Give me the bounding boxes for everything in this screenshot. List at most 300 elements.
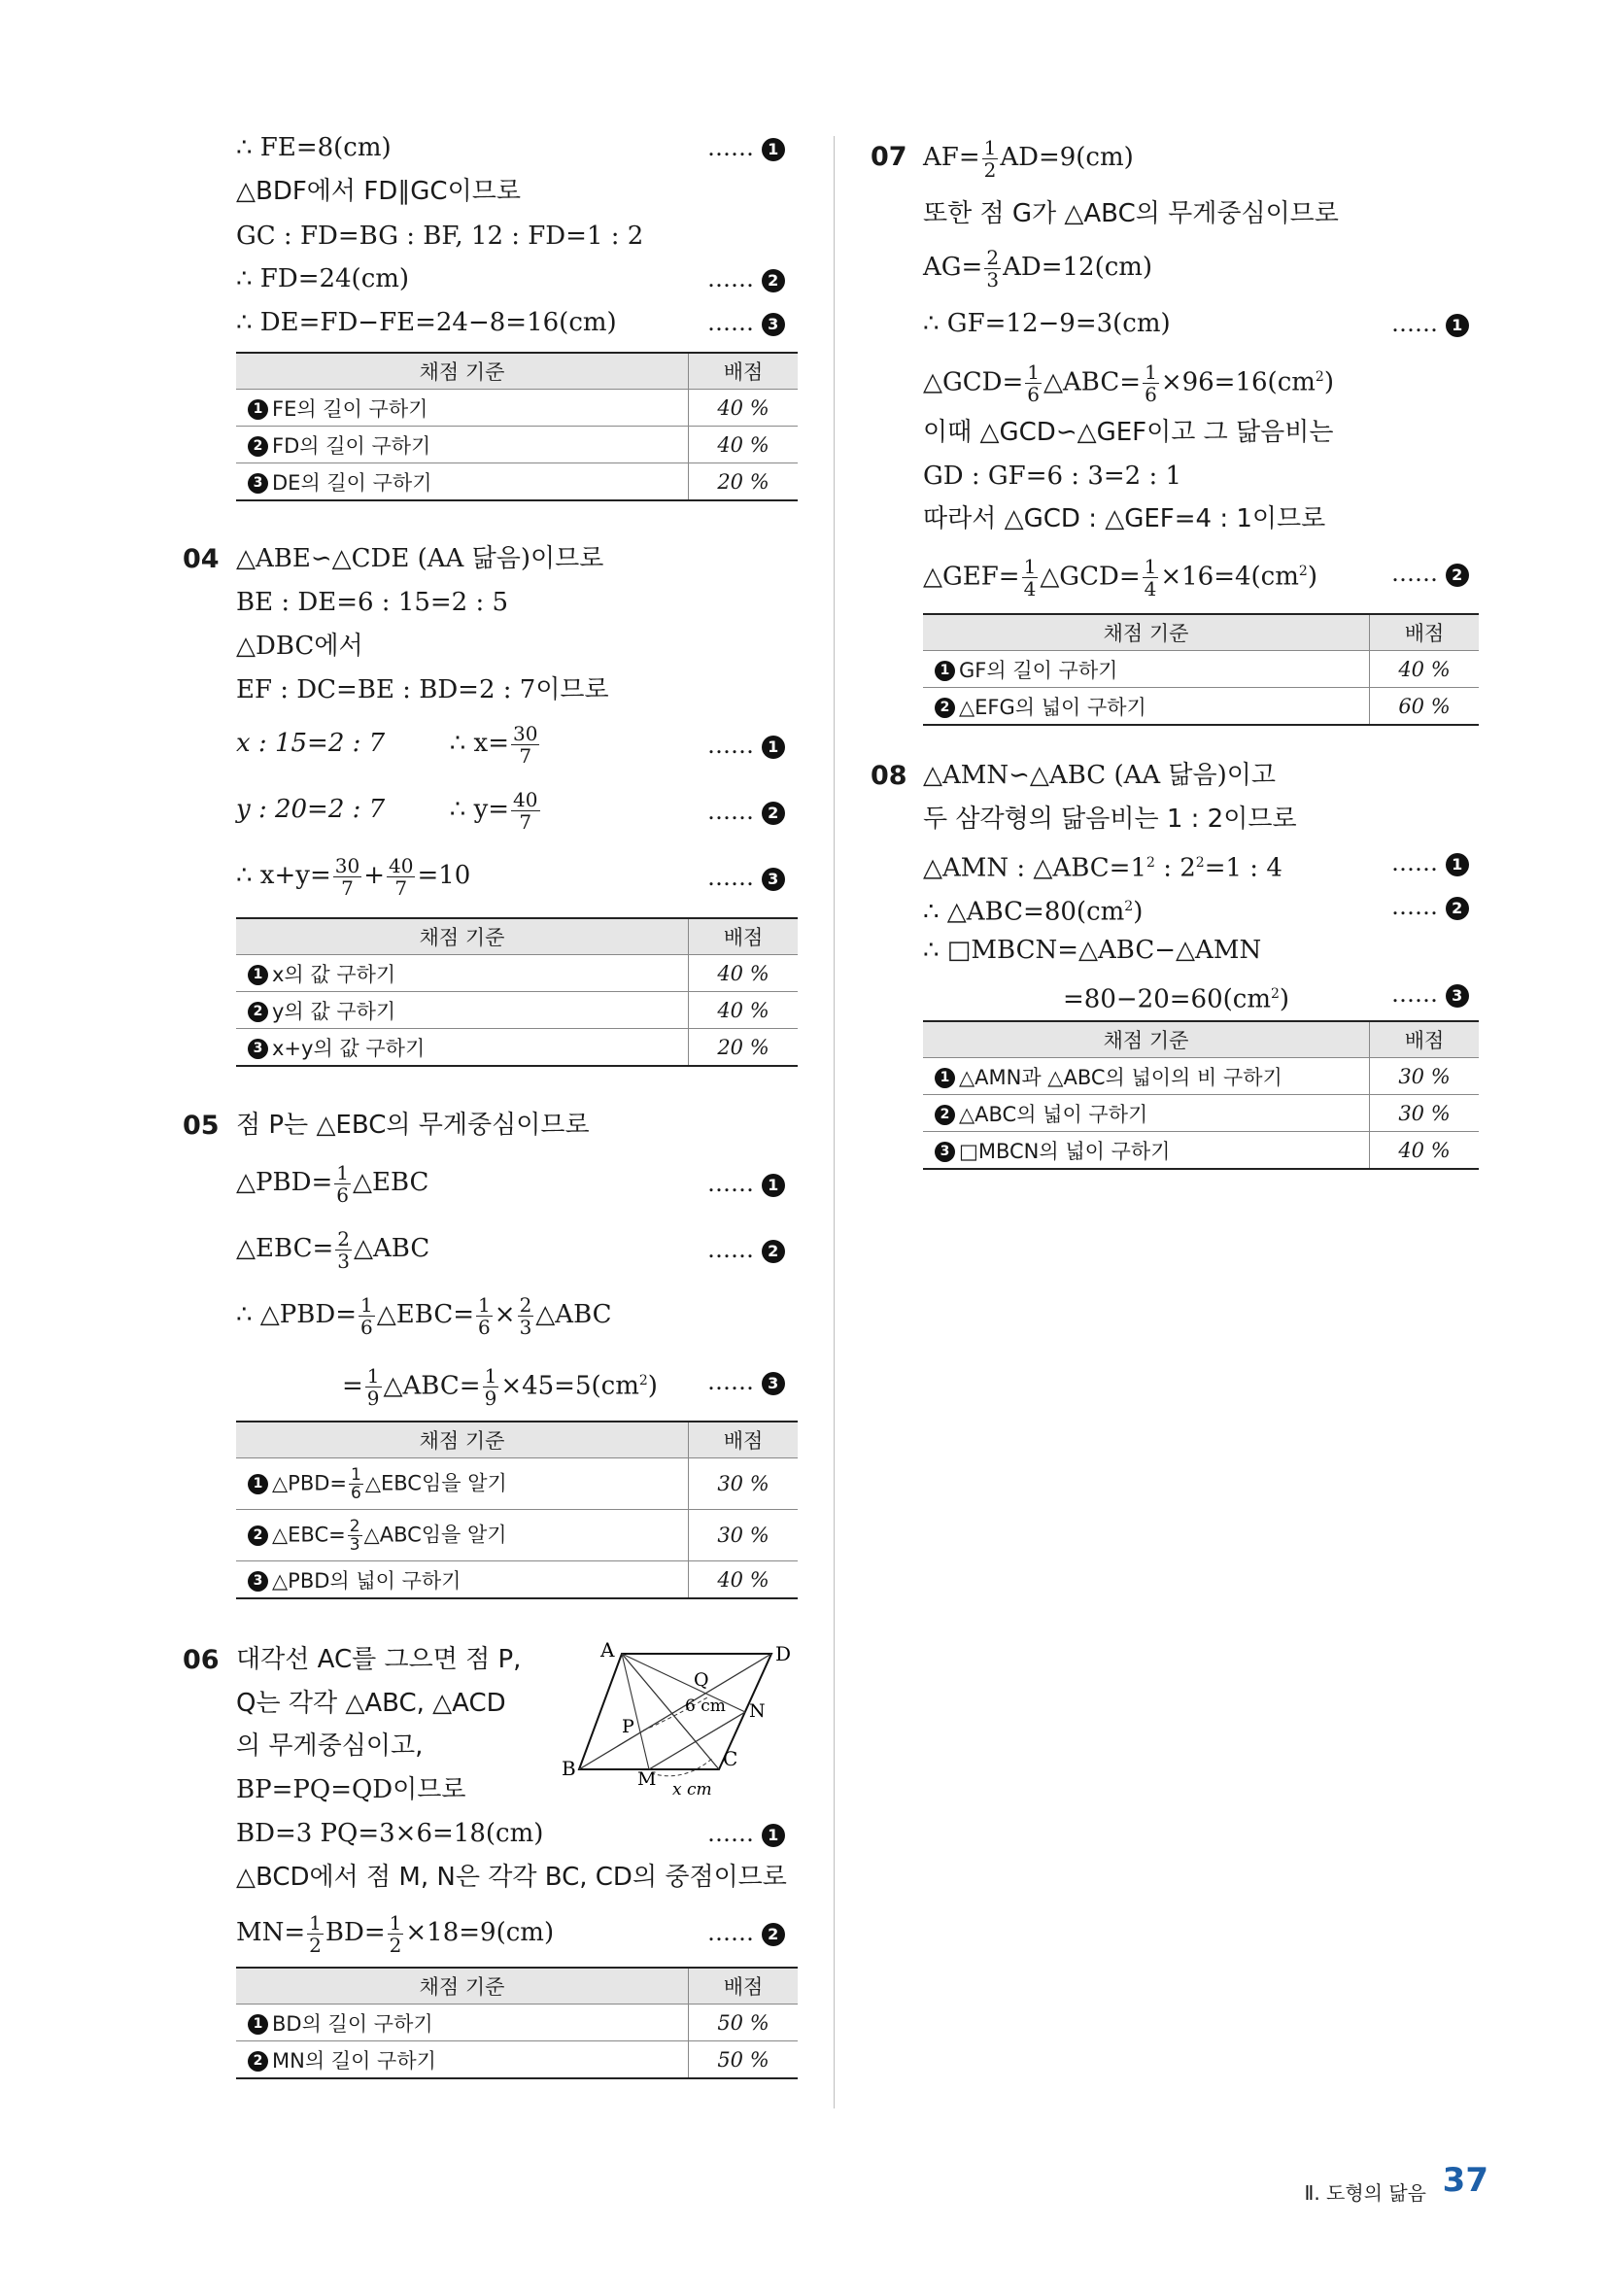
row-label: FD의 길이 구하기: [272, 433, 431, 458]
p07-score-table: [923, 613, 1479, 726]
table-row: [923, 1058, 1479, 1095]
eq-part: △ABC: [353, 1234, 430, 1263]
table-row: [236, 1561, 798, 1599]
marker-2: [707, 1918, 785, 1947]
row-marker: 1: [248, 2014, 268, 2035]
p06-line7: [236, 1906, 554, 1959]
denominator: 3: [986, 267, 1000, 291]
table-row: [236, 463, 798, 501]
table-header-points: 배점: [689, 918, 799, 955]
row-marker: 2: [935, 698, 955, 718]
p07-line4: ∴ GF=12−9=3(cm): [923, 309, 1171, 338]
row-label: DE의 길이 구하기: [272, 470, 432, 495]
table-row: [236, 1029, 798, 1067]
numerator: 1: [484, 1364, 497, 1388]
table-header-criteria: 채점 기준: [236, 918, 689, 955]
p03-line3: GC : FD=BG : BF, 12 : FD=1 : 2: [236, 222, 644, 251]
denominator: 2: [389, 1933, 402, 1957]
p07-line5: [923, 353, 1334, 407]
p06-line5: BD=3 PQ=3×6=18(cm): [236, 1819, 544, 1848]
eq-left: ∴ x+y=: [236, 861, 331, 890]
p07-line1: [923, 133, 1134, 182]
p08-line5: ∴ □MBCN=△ABC−△AMN: [923, 936, 1262, 965]
row-marker: 1: [248, 1474, 268, 1494]
row-pct: 50 %: [689, 2005, 799, 2041]
parallelogram-figure: [558, 1637, 801, 1802]
eq-part: AF=: [923, 143, 980, 172]
superscript: 2: [1195, 855, 1205, 871]
numerator: 1: [336, 1160, 349, 1184]
label-a: A: [600, 1638, 615, 1662]
fraction: [334, 1162, 351, 1206]
p04-line1: △ABE∽△CDE (AA 닮음)이므로: [236, 544, 604, 573]
table-row: [923, 651, 1479, 688]
fraction: [476, 1294, 493, 1338]
row-label: △EBC=: [272, 1523, 346, 1546]
row-pct: 30 %: [689, 1510, 799, 1561]
p04-line2: BE : DE=6 : 15=2 : 5: [236, 588, 509, 617]
superscript: 2: [638, 1373, 648, 1388]
p07-line2: 또한 점 G가 △ABC의 무게중심이므로: [923, 199, 1339, 228]
numerator: 2: [986, 245, 1000, 269]
eq-part: △GEF=: [923, 562, 1020, 592]
label-p: P: [622, 1716, 634, 1737]
fraction: [483, 1365, 499, 1409]
p05-score-table: [236, 1421, 798, 1599]
denominator: 7: [341, 875, 354, 900]
p06-line1: 대각선 AC를 그으면 점 P,: [236, 1645, 522, 1674]
table-header-points: 배점: [689, 1422, 799, 1458]
marker-circle-2: 2: [762, 1923, 785, 1946]
label-m: M: [637, 1768, 657, 1790]
marker-1: [1391, 309, 1469, 338]
row-pct: 60 %: [1370, 688, 1480, 726]
p05-line5: [342, 1356, 658, 1411]
table-row: [236, 1510, 798, 1561]
p06-line3: 의 무게중심이고,: [236, 1731, 424, 1761]
row-marker: 1: [935, 661, 955, 681]
p05-line4: [236, 1290, 612, 1339]
row-pct: 40 %: [689, 955, 799, 992]
fraction: [1143, 556, 1159, 600]
fraction: [307, 1912, 324, 1956]
p05-line2: [236, 1158, 428, 1207]
plus: +: [363, 861, 385, 890]
table-row: [923, 1132, 1479, 1170]
table-row: [923, 1095, 1479, 1132]
label-q: Q: [694, 1669, 709, 1691]
table-header-criteria: 채점 기준: [236, 1422, 689, 1458]
numerator: 30: [334, 853, 360, 877]
row-pct: 40 %: [689, 390, 799, 427]
numerator: 1: [1023, 555, 1037, 579]
line-am: [622, 1654, 649, 1769]
table-row: [923, 688, 1479, 726]
eq-part: ×45=5(cm: [500, 1371, 639, 1401]
label-b: B: [562, 1757, 576, 1780]
p08-line4: [923, 892, 1143, 927]
table-row: [236, 1458, 798, 1510]
marker-circle-1: 1: [762, 138, 785, 161]
dots: ……: [707, 1820, 754, 1847]
marker-circle-2: 2: [762, 802, 785, 825]
row-label: GF의 길이 구하기: [959, 658, 1118, 682]
p07-line9: [923, 547, 1317, 601]
p07-line8: 따라서 △GCD : △GEF=4 : 1이므로: [923, 504, 1326, 533]
footer-section-title: Ⅱ. 도형의 닮음: [1304, 2181, 1426, 2205]
fraction: [511, 789, 539, 833]
dots: ……: [707, 864, 754, 891]
dots: ……: [1391, 310, 1438, 337]
marker-circle-2: 2: [762, 1240, 785, 1263]
numerator: 40: [513, 787, 538, 811]
row-label: △EBC임을 알기: [364, 1471, 507, 1494]
dots: ……: [707, 798, 754, 825]
p03-score-table: [236, 352, 798, 501]
p03-line2: △BDF에서 FD∥GC이므로: [236, 177, 521, 206]
row-label: FE의 길이 구하기: [272, 396, 428, 421]
marker-circle-1: 1: [762, 736, 785, 759]
superscript: 2: [1146, 855, 1155, 871]
marker-circle-1: 1: [1446, 314, 1469, 337]
denominator: 9: [484, 1387, 497, 1411]
marker-1: [1391, 848, 1469, 877]
eq-part: △GCD=: [1040, 562, 1141, 592]
marker-3: [707, 1367, 785, 1396]
row-pct: 40 %: [689, 427, 799, 463]
label-x-length: x cm: [672, 1780, 712, 1799]
fraction: [387, 855, 415, 899]
row-pct: 30 %: [689, 1458, 799, 1510]
eq-therefore: ∴ x=: [449, 729, 509, 758]
label-d: D: [775, 1642, 792, 1665]
eq-part: ): [1279, 984, 1290, 1014]
eq-part: △EBC: [352, 1168, 429, 1197]
p08-line3: [923, 848, 1282, 883]
p04-score-table: [236, 917, 798, 1067]
dots: ……: [707, 732, 754, 759]
numerator: 1: [389, 1910, 402, 1935]
eq-part: : 2: [1154, 853, 1196, 883]
p04-line5: [236, 719, 541, 768]
row-label: △ABC임을 알기: [363, 1523, 507, 1546]
numerator: 1: [360, 1292, 373, 1317]
superscript: 2: [1315, 369, 1324, 385]
eq-part: △ABC=: [383, 1371, 481, 1401]
marker-2: [707, 264, 785, 293]
marker-1: [707, 1819, 785, 1848]
marker-1: [707, 133, 785, 162]
denominator: 6: [351, 1483, 361, 1503]
fraction: [982, 137, 999, 181]
label-c: C: [723, 1747, 738, 1770]
numerator: 1: [309, 1910, 322, 1935]
row-label: △AMN과 △ABC의 넓이의 비 구하기: [959, 1065, 1282, 1089]
dots: ……: [1391, 893, 1438, 920]
row-pct: 40 %: [689, 1561, 799, 1599]
row-pct: 20 %: [689, 463, 799, 501]
denominator: 7: [519, 809, 532, 834]
p04-line4: EF : DC=BE : BD=2 : 7이므로: [236, 675, 609, 704]
superscript: 2: [1124, 899, 1134, 914]
marker-2: [1391, 559, 1469, 588]
dots: ……: [707, 265, 754, 292]
row-marker: 1: [248, 399, 268, 420]
p08-line6: [1063, 979, 1289, 1014]
numerator: 1: [983, 135, 997, 159]
row-marker: 3: [248, 473, 268, 494]
numerator: 1: [1144, 555, 1157, 579]
table-row: [236, 955, 798, 992]
denominator: 2: [983, 157, 997, 182]
denominator: 6: [1145, 383, 1157, 407]
fraction: [1022, 556, 1039, 600]
fraction: [335, 1228, 352, 1272]
denominator: 4: [1144, 577, 1157, 601]
eq-part: ): [1133, 897, 1144, 927]
table-header-criteria: 채점 기준: [923, 614, 1370, 651]
dots: ……: [707, 1368, 754, 1395]
denominator: 9: [366, 1387, 380, 1411]
table-row: [236, 390, 798, 427]
dots: ……: [1391, 560, 1438, 587]
numerator: 1: [1145, 360, 1157, 385]
superscript: 2: [1270, 986, 1280, 1002]
p06-line2: Q는 각각 △ABC, △ACD: [236, 1689, 506, 1718]
problem-number-06: 06: [183, 1645, 220, 1675]
table-header-criteria: 채점 기준: [923, 1021, 1370, 1058]
dots: ……: [707, 309, 754, 336]
eq-part: ×18=9(cm): [405, 1918, 555, 1947]
marker-circle-2: 2: [1446, 897, 1469, 920]
numerator: 2: [349, 1516, 360, 1536]
fraction: [1143, 361, 1159, 405]
row-marker: 1: [935, 1068, 955, 1088]
row-marker: 3: [248, 1571, 268, 1592]
denominator: 3: [349, 1534, 360, 1555]
problem-number-05: 05: [183, 1111, 220, 1141]
p08-score-table: [923, 1020, 1479, 1170]
p07-line6: 이때 △GCD∽△GEF이고 그 닮음비는: [923, 418, 1334, 447]
eq-part: ×96=16(cm: [1160, 367, 1316, 397]
row-marker: 2: [248, 436, 268, 457]
eq-part: =1 : 4: [1204, 853, 1282, 883]
marker-circle-1: 1: [762, 1174, 785, 1197]
eq-result: =10: [417, 861, 471, 890]
fraction: [359, 1294, 375, 1338]
p04-line3: △DBC에서: [236, 632, 363, 661]
row-label: △ABC의 넓이 구하기: [959, 1102, 1148, 1126]
dots: ……: [1391, 980, 1438, 1008]
table-header-points: 배점: [689, 353, 799, 390]
row-marker: 2: [248, 1002, 268, 1022]
problem-number-08: 08: [871, 761, 907, 791]
table-row: [236, 992, 798, 1029]
marker-3: [1391, 979, 1469, 1009]
table-row: [236, 427, 798, 463]
table-row: [236, 2005, 798, 2041]
numerator: 1: [351, 1464, 361, 1485]
row-pct: 40 %: [1370, 1132, 1480, 1170]
eq-part: ): [1323, 367, 1334, 397]
numerator: 2: [337, 1226, 350, 1251]
eq-part: △EBC=: [376, 1300, 475, 1329]
denominator: 4: [1023, 577, 1037, 601]
denominator: 6: [1027, 383, 1041, 407]
denominator: 3: [519, 1315, 532, 1339]
row-label: △PBD=: [272, 1471, 347, 1494]
numerator: 1: [366, 1364, 380, 1388]
problem-number-07: 07: [871, 142, 907, 172]
row-label: BD의 길이 구하기: [272, 2011, 433, 2036]
dots: ……: [707, 1170, 754, 1197]
p06-line6: △BCD에서 점 M, N은 각각 BC, CD의 중점이므로: [236, 1863, 787, 1892]
fraction: [349, 1466, 363, 1502]
row-marker: 2: [248, 1525, 268, 1546]
eq-part: △AMN : △ABC=1: [923, 853, 1147, 883]
row-label: △PBD의 넓이 구하기: [272, 1568, 462, 1593]
p07-line3: [923, 243, 1152, 291]
eq-part: ×: [494, 1300, 516, 1329]
eq-part: ∴ △PBD=: [236, 1300, 358, 1329]
eq-part: ): [1307, 562, 1317, 592]
fraction: [333, 855, 361, 899]
problem-number-04: 04: [183, 544, 220, 574]
marker-circle-2: 2: [1446, 564, 1469, 587]
fraction: [388, 1912, 404, 1956]
marker-2: [707, 1235, 785, 1264]
fraction: [511, 723, 539, 767]
p03-line5: ∴ DE=FD−FE=24−8=16(cm): [236, 308, 617, 337]
row-marker: 3: [935, 1142, 955, 1162]
denominator: 7: [394, 875, 408, 900]
numerator: 40: [388, 853, 414, 877]
p04-line7: [236, 851, 470, 900]
dots: ……: [707, 1919, 754, 1946]
row-label: □MBCN의 넓이 구하기: [959, 1139, 1171, 1163]
marker-2: [707, 797, 785, 826]
line-an: [622, 1654, 745, 1712]
eq-part: AG=: [923, 253, 983, 282]
denominator: 6: [336, 1182, 349, 1207]
marker-circle-3: 3: [762, 1372, 785, 1395]
fraction: [365, 1365, 382, 1409]
row-pct: 40 %: [1370, 651, 1480, 688]
p08-line2: 두 삼각형의 닮음비는 1 : 2이므로: [923, 805, 1297, 834]
eq-left: x : 15=2 : 7: [236, 729, 386, 758]
numerator: 30: [513, 721, 538, 745]
p04-line6: [236, 785, 542, 834]
numerator: 1: [1027, 360, 1041, 385]
marker-1: [707, 1169, 785, 1198]
row-pct: 30 %: [1370, 1095, 1480, 1132]
marker-circle-2: 2: [762, 269, 785, 292]
table-header-criteria: 채점 기준: [236, 353, 689, 390]
p05-line3: [236, 1224, 429, 1273]
eq-part: △PBD=: [236, 1168, 333, 1197]
numerator: 2: [519, 1292, 532, 1317]
eq-part: ×16=4(cm: [1160, 562, 1299, 592]
marker-3: [707, 863, 785, 892]
eq-therefore: ∴ y=: [449, 795, 510, 824]
eq-part: ∴ △ABC=80(cm: [923, 897, 1125, 927]
superscript: 2: [1298, 564, 1308, 579]
row-label: y의 값 구하기: [272, 999, 396, 1023]
denominator: 6: [478, 1315, 491, 1339]
denominator: 3: [337, 1249, 350, 1273]
page-number: 37: [1442, 2161, 1488, 2200]
eq-part: △ABC: [535, 1300, 612, 1329]
marker-2: [1391, 892, 1469, 921]
denominator: 6: [360, 1315, 373, 1339]
fraction: [518, 1294, 534, 1338]
table-header-points: 배점: [1370, 614, 1480, 651]
marker-3: [707, 308, 785, 337]
table-header-criteria: 채점 기준: [236, 1968, 689, 2005]
eq-part: △GCD=: [923, 367, 1024, 397]
eq-left: y : 20=2 : 7: [236, 795, 386, 824]
table-row: [236, 2041, 798, 2079]
row-marker: 2: [248, 2051, 268, 2072]
denominator: 7: [519, 743, 532, 768]
eq-part: △EBC=: [236, 1234, 334, 1263]
fraction: [348, 1518, 362, 1554]
marker-circle-1: 1: [1446, 853, 1469, 876]
row-label: x+y의 값 구하기: [272, 1036, 426, 1060]
marker-circle-1: 1: [762, 1824, 785, 1847]
fraction: [1025, 361, 1042, 405]
marker-1: [707, 731, 785, 760]
p08-line1: △AMN∽△ABC (AA 닮음)이고: [923, 761, 1277, 790]
denominator: 2: [309, 1933, 322, 1957]
dots: ……: [707, 134, 754, 161]
eq-part: ): [647, 1371, 658, 1401]
row-pct: 20 %: [689, 1029, 799, 1067]
marker-circle-3: 3: [762, 313, 785, 336]
eq-part: MN=: [236, 1918, 306, 1947]
p05-line1: 점 P는 △EBC의 무게중심이므로: [236, 1111, 590, 1140]
row-marker: 1: [248, 965, 268, 985]
row-label: MN의 길이 구하기: [272, 2048, 436, 2073]
mn-brace: [651, 1758, 713, 1776]
table-header-points: 배점: [689, 1968, 799, 2005]
eq-part: AD=12(cm): [1003, 253, 1153, 282]
eq-part: △ABC=: [1043, 367, 1142, 397]
row-pct: 40 %: [689, 992, 799, 1029]
row-marker: 3: [248, 1039, 268, 1059]
row-pct: 50 %: [689, 2041, 799, 2079]
column-divider: [834, 136, 835, 2108]
label-pq-length: 6 cm: [685, 1696, 726, 1716]
row-label: x의 값 구하기: [272, 962, 396, 986]
marker-circle-3: 3: [1446, 984, 1469, 1008]
dots: ……: [1391, 849, 1438, 876]
eq-part: AD=9(cm): [1000, 143, 1134, 172]
marker-circle-3: 3: [762, 868, 785, 891]
label-n: N: [749, 1700, 766, 1722]
fraction: [984, 247, 1001, 291]
diagonal-bd: [579, 1654, 771, 1769]
p03-line4: ∴ FD=24(cm): [236, 264, 410, 293]
p06-line4: BP=PQ=QD이므로: [236, 1775, 466, 1804]
p03-line1: ∴ FE=8(cm): [236, 133, 392, 162]
row-label: △EFG의 넓이 구하기: [959, 695, 1146, 719]
p07-line7: GD : GF=6 : 3=2 : 1: [923, 462, 1182, 491]
numerator: 1: [478, 1292, 491, 1317]
row-pct: 30 %: [1370, 1058, 1480, 1095]
eq-part: =: [342, 1371, 363, 1401]
dots: ……: [707, 1236, 754, 1263]
